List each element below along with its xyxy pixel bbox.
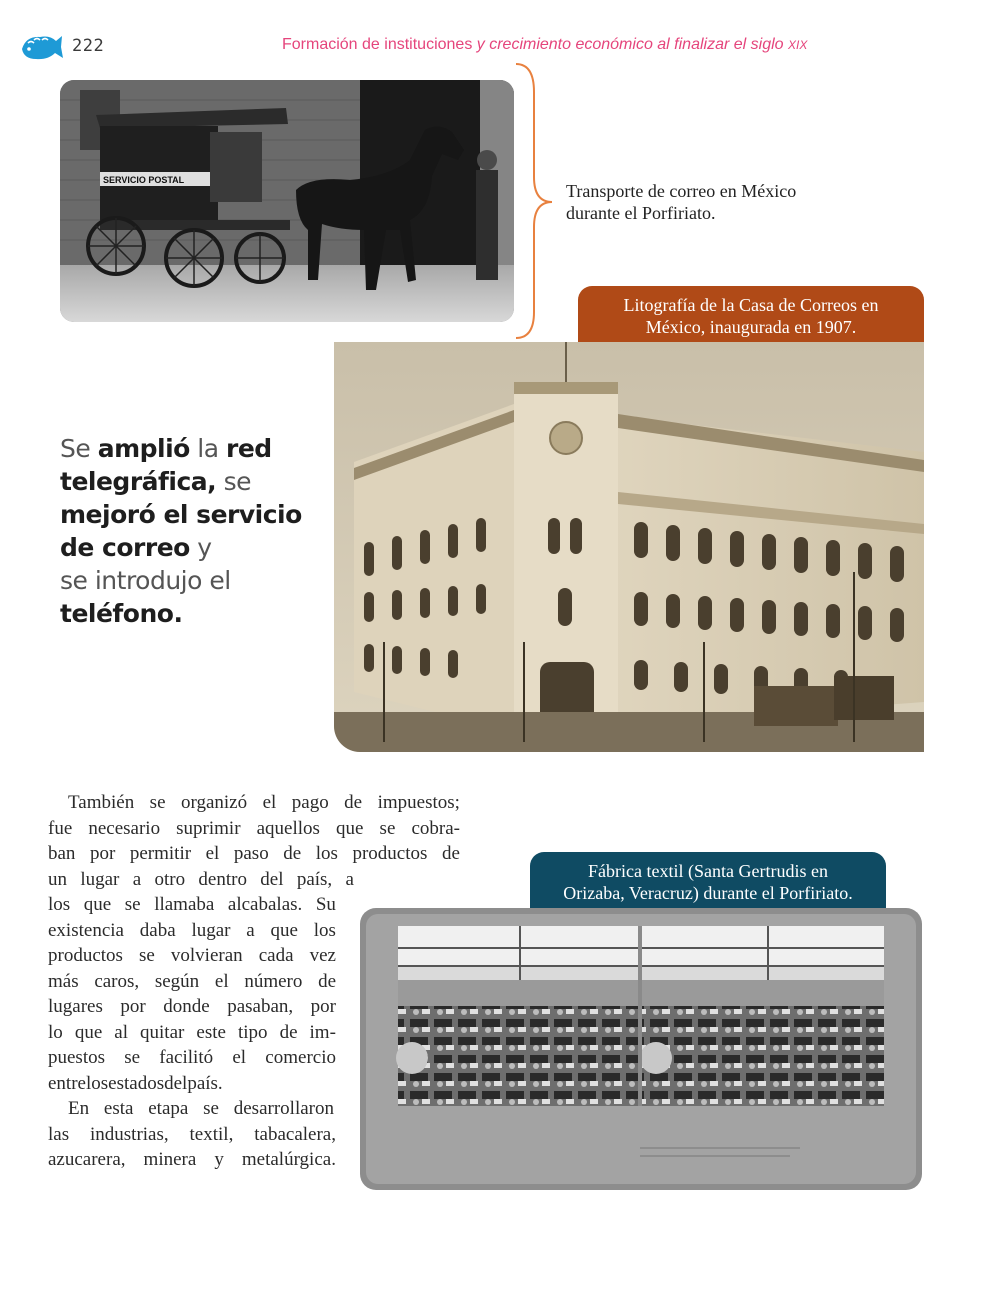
body-line: lo que al quitar este tipo de im- <box>48 1021 336 1043</box>
text-bold: de correo <box>60 533 190 562</box>
header-title-part1: Formación de instituciones <box>282 36 477 53</box>
caption-line: Litografía de la Casa de Correos en <box>623 295 879 315</box>
running-header <box>282 36 866 54</box>
body-line: azucarera, minera y metalúrgica. <box>48 1149 336 1170</box>
highlight-line <box>60 498 320 531</box>
highlight-line <box>60 432 320 465</box>
photo-textile-factory <box>360 908 922 1190</box>
text-bold: amplió <box>97 434 190 463</box>
highlight-line <box>60 597 320 630</box>
page-number: 222 <box>72 36 105 56</box>
text-bold: red <box>226 434 272 463</box>
body-line: fue necesario suprimir aquellos que se cobra- <box>48 817 460 839</box>
caption-textile-factory <box>530 852 886 910</box>
text-bold: mejoró el servicio <box>60 500 302 529</box>
body-line: lugares por donde pasaban, por <box>48 996 336 1017</box>
text-bold: telegráfica, <box>60 467 217 496</box>
text: Se <box>60 434 98 463</box>
caption-post-office <box>578 286 924 344</box>
header-title-part2: y crecimiento económico al finalizar el siglo <box>476 36 789 53</box>
body-line: las industrias, textil, tabacalera, <box>48 1123 336 1145</box>
header-title-century: XIX <box>788 38 808 52</box>
body-line: más caros, según el número de <box>48 970 336 992</box>
body-line: puestos se facilitó el comercio <box>48 1047 336 1068</box>
text: se introdujo el <box>60 566 231 595</box>
body-line: productos se volvieran cada vez <box>48 945 336 966</box>
highlight-line <box>60 531 320 564</box>
text: la <box>189 434 227 463</box>
fish-logo-icon <box>20 32 64 62</box>
body-line: existencia daba lugar a que los <box>48 919 336 941</box>
caption-line: Transporte de correo en México <box>566 181 797 201</box>
body-line: ban por permitir el paso de los productos de <box>48 843 460 864</box>
photo-mail-carriage <box>60 80 514 322</box>
text-bold: teléfono. <box>60 599 183 628</box>
body-line: entre los estados del país. <box>48 1072 223 1094</box>
sign-text: SERVICIO POSTAL <box>103 175 185 185</box>
body-line: un lugar a otro dentro del país, a <box>48 868 354 890</box>
body-line: También se organizó el pago de impuestos; <box>68 792 460 813</box>
body-line: En esta etapa se desarrollaron <box>68 1098 334 1119</box>
caption-line: Orizaba, Veracruz) durante el Porfiriato. <box>563 883 853 903</box>
photo-post-office <box>334 342 924 752</box>
body-line: los que se llamaba alcabalas. Su <box>48 894 336 915</box>
text: se <box>216 467 252 496</box>
caption-line: México, inaugurada en 1907. <box>645 317 857 337</box>
caption-mail-transport <box>566 180 866 224</box>
caption-line: durante el Porfiriato. <box>566 203 716 223</box>
orange-brace <box>512 62 558 342</box>
text: y <box>189 533 212 562</box>
highlight-line <box>60 564 320 597</box>
highlight-statement <box>60 432 320 630</box>
highlight-line <box>60 465 320 498</box>
caption-line: Fábrica textil (Santa Gertrudis en <box>588 861 828 881</box>
